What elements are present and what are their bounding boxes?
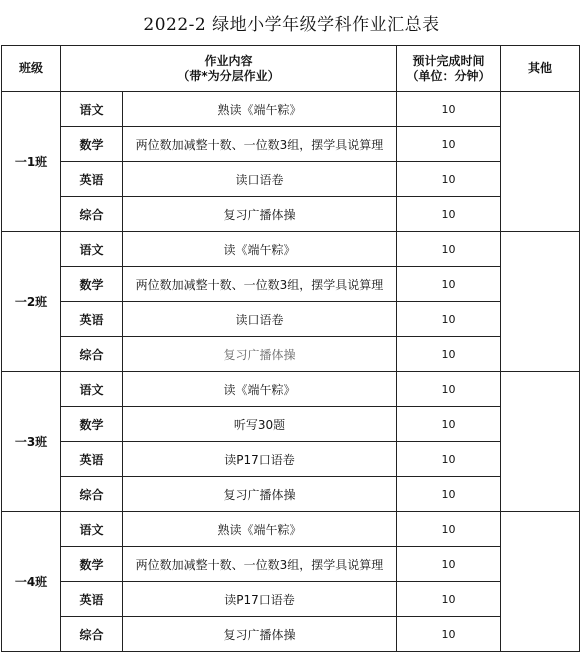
subject-cell: 数学 xyxy=(61,547,123,582)
other-cell xyxy=(501,512,580,652)
subject-cell: 数学 xyxy=(61,267,123,302)
header-content xyxy=(61,46,397,92)
subject-cell: 语文 xyxy=(61,232,123,267)
header-class: 班级 xyxy=(2,46,61,92)
content-cell: 两位数加减整十数、一位数3组，摆学具说算理 xyxy=(123,267,397,302)
header-time-line1: 预计完成时间 xyxy=(412,53,485,68)
time-cell: 10 xyxy=(397,127,501,162)
table-row xyxy=(2,512,580,547)
content-cell: 读P17口语卷 xyxy=(123,442,397,477)
time-cell: 10 xyxy=(397,582,501,617)
table-row xyxy=(2,92,580,127)
time-cell: 10 xyxy=(397,372,501,407)
content-cell: 熟读《端午粽》 xyxy=(123,512,397,547)
content-cell: 读《端午粽》 xyxy=(123,232,397,267)
time-cell: 10 xyxy=(397,232,501,267)
class-name-cell: 一3班 xyxy=(2,372,61,512)
table-row xyxy=(2,267,580,302)
header-time xyxy=(397,46,501,92)
header-row xyxy=(2,46,580,92)
subject-cell: 综合 xyxy=(61,197,123,232)
content-cell: 读P17口语卷 xyxy=(123,582,397,617)
content-cell: 复习广播体操 xyxy=(123,477,397,512)
table-row xyxy=(2,477,580,512)
content-cell: 两位数加减整十数、一位数3组，摆学具说算理 xyxy=(123,127,397,162)
time-cell: 10 xyxy=(397,302,501,337)
header-content-line2: （带*为分层作业） xyxy=(177,68,280,83)
table-row xyxy=(2,547,580,582)
other-cell xyxy=(501,372,580,512)
time-cell: 10 xyxy=(397,512,501,547)
subject-cell: 语文 xyxy=(61,92,123,127)
content-cell: 复习广播体操 xyxy=(123,197,397,232)
content-cell: 两位数加减整十数、一位数3组，摆学具说算理 xyxy=(123,547,397,582)
time-cell: 10 xyxy=(397,442,501,477)
header-other: 其他 xyxy=(501,46,580,92)
subject-cell: 综合 xyxy=(61,337,123,372)
header-content-line1: 作业内容 xyxy=(204,53,253,68)
table-row xyxy=(2,442,580,477)
time-cell: 10 xyxy=(397,162,501,197)
table-row xyxy=(2,232,580,267)
subject-cell: 语文 xyxy=(61,372,123,407)
content-cell: 复习广播体操 xyxy=(123,337,397,372)
subject-cell: 英语 xyxy=(61,582,123,617)
time-cell: 10 xyxy=(397,477,501,512)
time-cell: 10 xyxy=(397,267,501,302)
content-cell: 读《端午粽》 xyxy=(123,372,397,407)
content-cell: 熟读《端午粽》 xyxy=(123,92,397,127)
content-cell: 复习广播体操 xyxy=(123,617,397,652)
table-row xyxy=(2,127,580,162)
table-row xyxy=(2,617,580,652)
table-row xyxy=(2,162,580,197)
time-cell: 10 xyxy=(397,617,501,652)
time-cell: 10 xyxy=(397,92,501,127)
subject-cell: 英语 xyxy=(61,162,123,197)
table-row xyxy=(2,407,580,442)
other-cell xyxy=(501,92,580,232)
class-name-cell: 一2班 xyxy=(2,232,61,372)
subject-cell: 数学 xyxy=(61,127,123,162)
table-row xyxy=(2,372,580,407)
subject-cell: 综合 xyxy=(61,477,123,512)
table-row xyxy=(2,197,580,232)
table-row xyxy=(2,582,580,617)
subject-cell: 语文 xyxy=(61,512,123,547)
table-row xyxy=(2,337,580,372)
subject-cell: 数学 xyxy=(61,407,123,442)
content-cell: 读口语卷 xyxy=(123,162,397,197)
header-time-line2: （单位：分钟） xyxy=(406,68,491,83)
page-title: 2022-2 绿地小学年级学科作业汇总表 xyxy=(143,14,440,35)
content-cell: 读口语卷 xyxy=(123,302,397,337)
other-cell xyxy=(501,232,580,372)
time-cell: 10 xyxy=(397,197,501,232)
content-cell: 听写30题 xyxy=(123,407,397,442)
class-name-cell: 一1班 xyxy=(2,92,61,232)
subject-cell: 英语 xyxy=(61,442,123,477)
subject-cell: 英语 xyxy=(61,302,123,337)
homework-table xyxy=(1,45,580,652)
class-name-cell: 一4班 xyxy=(2,512,61,652)
table-row xyxy=(2,302,580,337)
subject-cell: 综合 xyxy=(61,617,123,652)
time-cell: 10 xyxy=(397,407,501,442)
time-cell: 10 xyxy=(397,337,501,372)
time-cell: 10 xyxy=(397,547,501,582)
